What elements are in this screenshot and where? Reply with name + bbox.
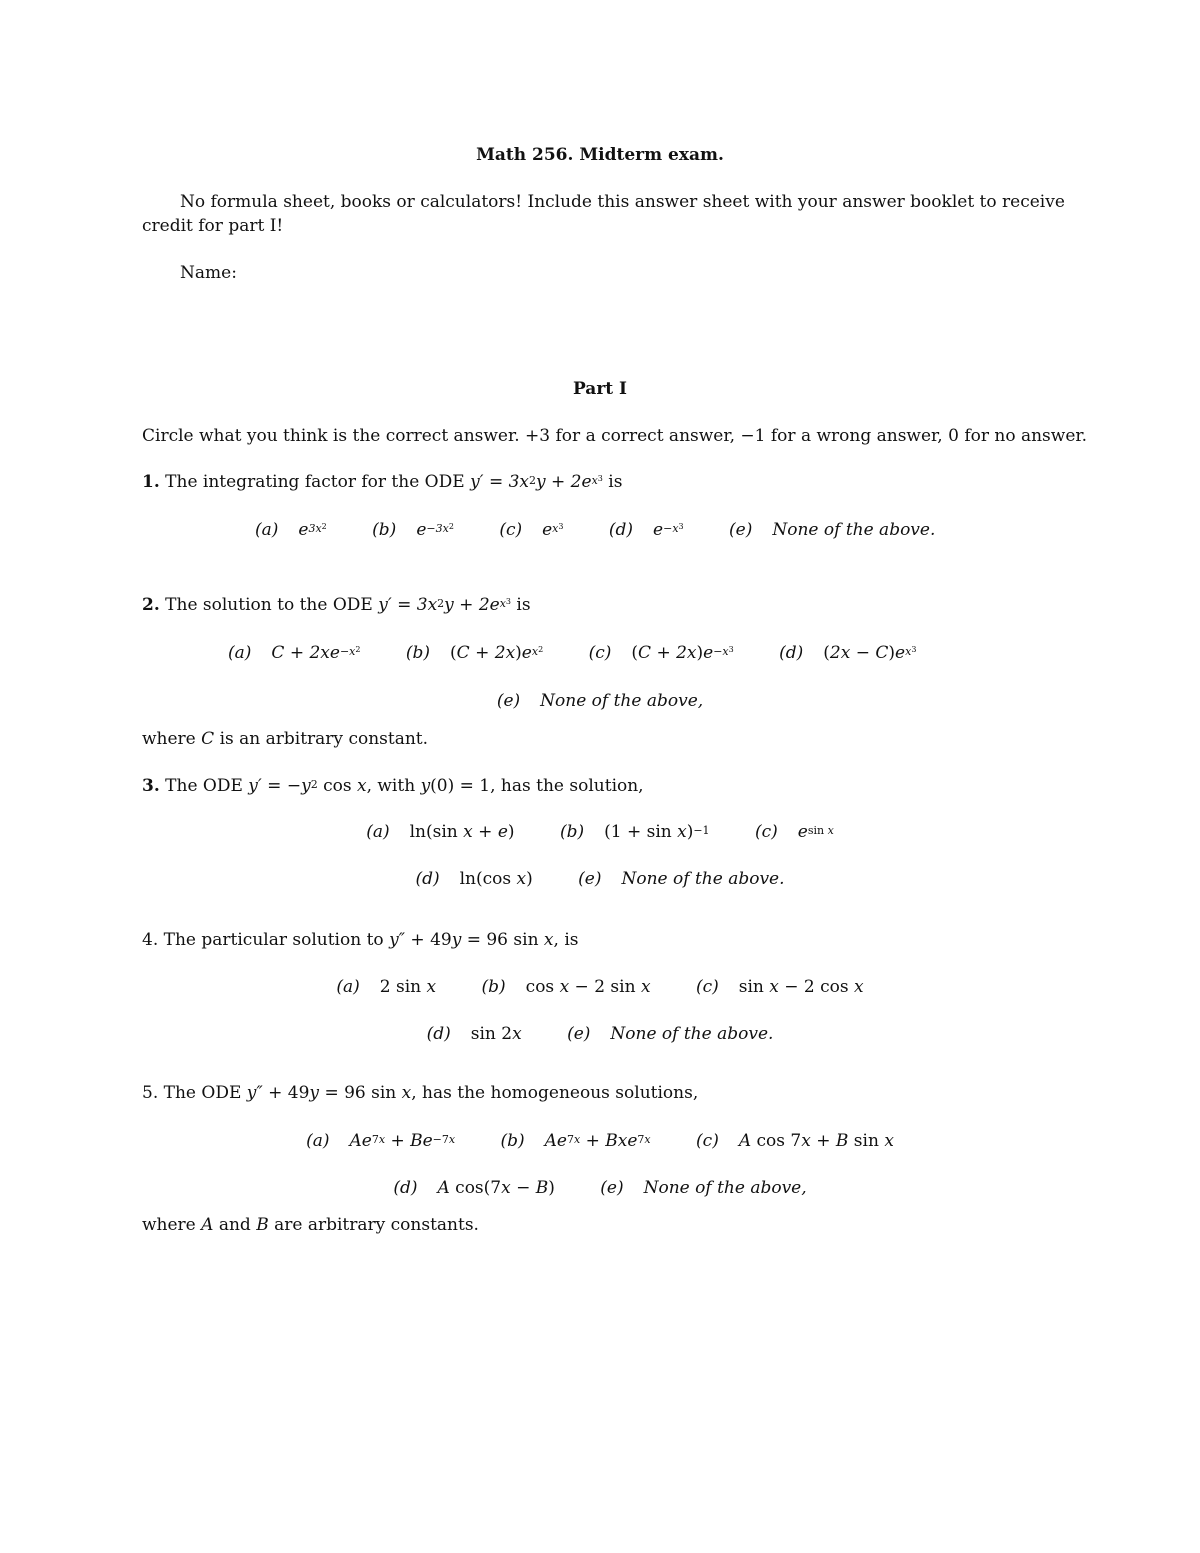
question-3: 3. The ODE $y' = -y^2$ cos x, with y(0) = 1, has the solution, <box>142 776 644 796</box>
q1-option-e[interactable]: (e) None of the above. <box>729 520 936 540</box>
q4-option-b[interactable]: (b) cos x − 2 sin x <box>481 977 651 997</box>
question-2 <box>142 595 531 615</box>
question-4-text-before: The particular solution to <box>163 930 384 950</box>
question-2-note: where C is an arbitrary constant. <box>142 729 429 749</box>
scoring-instructions: Circle what you think is the correct answer. +3 for a correct answer, −1 for a wrong answer, 0 for no answer. <box>142 426 1088 446</box>
question-4-number: 4. <box>142 930 159 950</box>
instructions-line-2: credit for part I! <box>142 216 284 236</box>
question-3-choices-row-1 <box>0 822 1200 842</box>
q5-option-b[interactable]: (b) $Ae^{7x} + Bxe^{7x}$ <box>500 1131 651 1151</box>
question-4-choices-row-1 <box>0 977 1200 997</box>
q2-option-d[interactable]: (d) $(2x - C)e^{x^3}$ <box>779 643 917 663</box>
question-1 <box>142 472 622 492</box>
q5-option-a[interactable]: (a) $Ae^{7x} + Be^{-7x}$ <box>306 1131 456 1151</box>
question-5: 5. The ODE y″ + 49y = 96 sin x, has the homogeneous solutions, <box>142 1083 699 1103</box>
exam-title: Math 256. Midterm exam. <box>476 145 724 165</box>
q4-option-e[interactable]: (e) None of the above. <box>567 1024 774 1044</box>
q2-option-e[interactable]: (e) None of the above, <box>496 691 704 711</box>
q1-option-a[interactable]: (a) $e^{3x^2}$ <box>255 520 327 540</box>
question-2-choices-row-1 <box>228 643 916 663</box>
question-3-equation: $y' = -y^2$ cos x <box>248 776 367 796</box>
q2-option-a[interactable]: (a) $C + 2xe^{-x^2}$ <box>228 643 361 663</box>
part-title: Part I <box>572 379 628 399</box>
question-1-number: 1. <box>142 472 160 492</box>
q3-option-a[interactable]: (a) ln(sin x + e) <box>366 822 515 842</box>
instructions-line-1: No formula sheet, books or calculators! Include this answer sheet with your answer booklet to receive <box>180 192 1065 212</box>
q4-option-c[interactable]: (c) sin x − 2 cos x <box>695 977 864 997</box>
question-2-choices-row-2 <box>0 691 1200 711</box>
q3-option-e[interactable]: (e) None of the above. <box>578 869 785 889</box>
q1-option-c[interactable]: (c) $e^{x^3}$ <box>499 520 564 540</box>
q5-option-c[interactable]: (c) A cos 7x + B sin x <box>696 1131 894 1151</box>
q4-option-d[interactable]: (d) sin 2x <box>426 1024 522 1044</box>
q5-option-e[interactable]: (e) None of the above, <box>600 1178 807 1198</box>
q4-option-a[interactable]: (a) 2 sin x <box>336 977 437 997</box>
q3-option-c[interactable]: (c) $e^{sin x}$ <box>754 822 834 842</box>
question-4: 4. The particular solution to y″ + 49y = 96 sin x, is <box>142 930 579 950</box>
q3-option-d[interactable]: (d) ln(cos x) <box>415 869 533 889</box>
q2-option-c[interactable]: (c) $(C + 2x)e^{-x^3}$ <box>588 643 734 663</box>
q3-option-b[interactable]: (b) $(1 + \sin x)^{-1}$ <box>559 822 710 842</box>
q1-option-d[interactable]: (d) $e^{-x^3}$ <box>608 520 684 540</box>
question-1-choices <box>255 520 935 540</box>
question-5-note: where A and B are arbitrary constants. <box>142 1215 479 1235</box>
question-2-text-before: The solution to the ODE <box>165 595 373 615</box>
question-5-choices-row-1 <box>0 1131 1200 1151</box>
question-1-equation: $y' = 3x^2y + 2e^{x^3}$ <box>470 472 603 492</box>
q1-option-b[interactable]: (b) $e^{-3x^2}$ <box>372 520 454 540</box>
question-4-choices-row-2 <box>0 1024 1200 1044</box>
q5-option-d[interactable]: (d) A cos(7x − B) <box>393 1178 555 1198</box>
question-5-text-before: The ODE <box>163 1083 242 1103</box>
question-3-text-before: The ODE <box>165 776 243 796</box>
question-5-choices-row-2 <box>0 1178 1200 1198</box>
question-5-equation: y″ + 49y = 96 sin x <box>246 1083 412 1103</box>
question-3-initial-condition: y(0) = 1 <box>420 776 491 796</box>
question-1-text-after: is <box>608 472 623 492</box>
question-3-choices-row-2 <box>0 869 1200 889</box>
question-5-number: 5. <box>142 1083 159 1103</box>
question-2-number: 2. <box>142 595 160 615</box>
q2-option-b[interactable]: (b) $(C + 2x)e^{x^2}$ <box>405 643 544 663</box>
question-1-text-before: The integrating factor for the ODE <box>165 472 465 492</box>
name-label: Name: <box>180 263 237 283</box>
question-4-equation: y″ + 49y = 96 sin x <box>389 930 554 950</box>
question-2-equation: $y' = 3x^2y + 2e^{x^3}$ <box>378 595 512 615</box>
question-3-number: 3. <box>142 776 160 796</box>
question-2-text-after: is <box>516 595 531 615</box>
